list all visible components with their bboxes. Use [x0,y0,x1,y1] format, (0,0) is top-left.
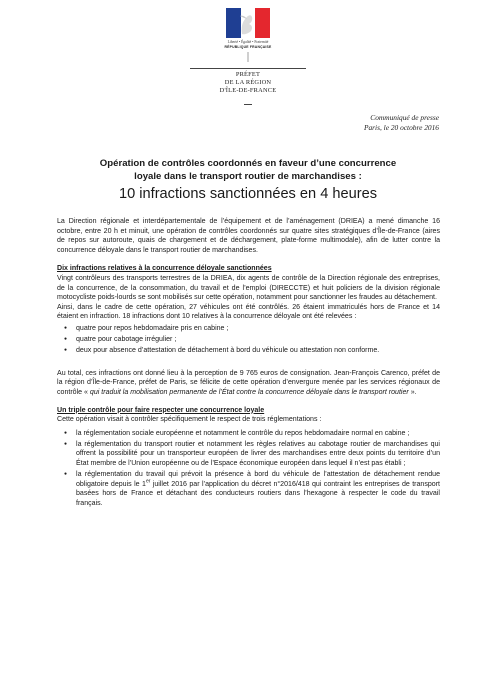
release-meta [364,113,439,132]
section1-paragraph-1: Vingt contrôleurs des transports terrestres de la DRIEA, dix agents de contrôle de la Direction régionale des entreprises, de la concurrence, de la consommation, du travail et de l’emploi (DIRECCTE) et huit policiers de la division régionale motocycliste poids-lourds se sont mobilisés sur cette opération, notamment pour sanctionner les fraudes au détachement. [57,274,440,302]
republic-motto: Liberté • Égalité • Fraternité [227,40,269,44]
bullet3-text-a: la réglementation du travail qui prévoit la présence à bord du véhicule de l’attestation de détachement rendue obligatoire depuis le 1 [76,471,440,488]
regulations-list [57,429,440,509]
page-title: 10 infractions sanctionnées en 4 heures [119,186,377,202]
list-item: ● la réglementation du transport routier et notamment les règles relatives au cabotage routier de marchandises qui offrent la possibilité pour un transporteur européen de livrer des marchandises entre deux points du territoire d’un État membre de l’Union européenne ou de l’Espace économique européen dans lequel il n’est pas établi ; [76,440,440,469]
article-body [57,217,440,512]
list-item [76,470,440,508]
prefect-quote: qui traduit la mobilisation permanente de l’État contre la concurrence déloyale dans le transport routier [89,388,409,396]
section-heading-triple-control: Un triple contrôle pour faire respecter une concurrence loyale [57,406,265,414]
total-text-start: Au total, ces infractions ont donné lieu à la perception de 9 765 euros de consignation. Jean-François Carenco, préfet de la région d’Île-de-France, préfet de Paris, se félicite de cette opération d’envergure menée par les services régionaux de contrôle « [57,369,440,396]
list-item: ● deux pour absence d’attestation de détachement à bord du véhicule ou attestation non conforme. [76,346,440,356]
total-paragraph [57,369,440,398]
section2-intro: Cette opération visait à contrôler spécifiquement le respect de trois réglementations : [57,416,322,424]
prefet-line-1: PRÉFET [235,71,261,78]
bullet3-sup: er [145,478,151,485]
spacer [57,398,440,406]
logo-divider [247,52,249,62]
total-text-end: ». [408,388,417,396]
bullet3-text-b: juillet 2016 par l’application du décret n°2016/418 qui contraint les entreprises de transport basées hors de France et détachant des conducteurs routiers dans l’hexagone à respecter le code du travail français. [76,480,441,507]
spacer [57,360,440,369]
prefet-line-3: D'ÎLE-DE-FRANCE [219,87,277,95]
page-subtitle [48,158,448,184]
list-item: ● la réglementation sociale européenne et notamment le contrôle du repos hebdomadaire normal en cabine ; [76,429,440,439]
republic-name: RÉPUBLIQUE FRANÇAISE [224,44,272,49]
prefet-line-2: DE LA RÉGION [224,79,272,87]
marianne-logo [220,8,276,62]
intro-paragraph: La Direction régionale et interdépartementale de l’équipement et de l’aménagement (DRIEA) a mené dimanche 16 octobre, entre 20 h et minuit, une opération de contrôles coordonnés sur quatre sites stratégiques d’Île-de-France (aires de repos sur autoroute, quais de chargement et de déchargement, plate-forme multimodale), afin de lutter contre la concurrence déloyale dans le transport routier de marchandises. [57,218,440,254]
subtitle-line-1: Opération de contrôles coordonnés en faveur d’une concurrence [99,158,397,169]
subtitle-line-2: loyale dans le transport routier de marchandises : [134,170,362,182]
section-heading-infractions: Dix infractions relatives à la concurrence déloyale sanctionnées [57,265,272,273]
prefecture-signature [190,68,306,96]
release-date: Paris, le 20 octobre 2016 [363,122,439,132]
section1-paragraph-2: Ainsi, dans le cadre de cette opération, 27 véhicules ont été contrôlés. 26 étaient immatriculés hors de France et 14 étaient en infraction. 18 infractions dont 10 relatives à la concurrence déloyale ont été relevées : [57,303,440,321]
marianne-flag-icon [226,8,270,38]
prefet-divider [244,104,252,105]
infractions-list [57,324,440,356]
list-item: ● quatre pour cabotage irrégulier ; [76,335,440,345]
list-item: ● quatre pour repos hebdomadaire pris en cabine ; [76,324,440,334]
release-type: Communiqué de presse [370,113,439,122]
